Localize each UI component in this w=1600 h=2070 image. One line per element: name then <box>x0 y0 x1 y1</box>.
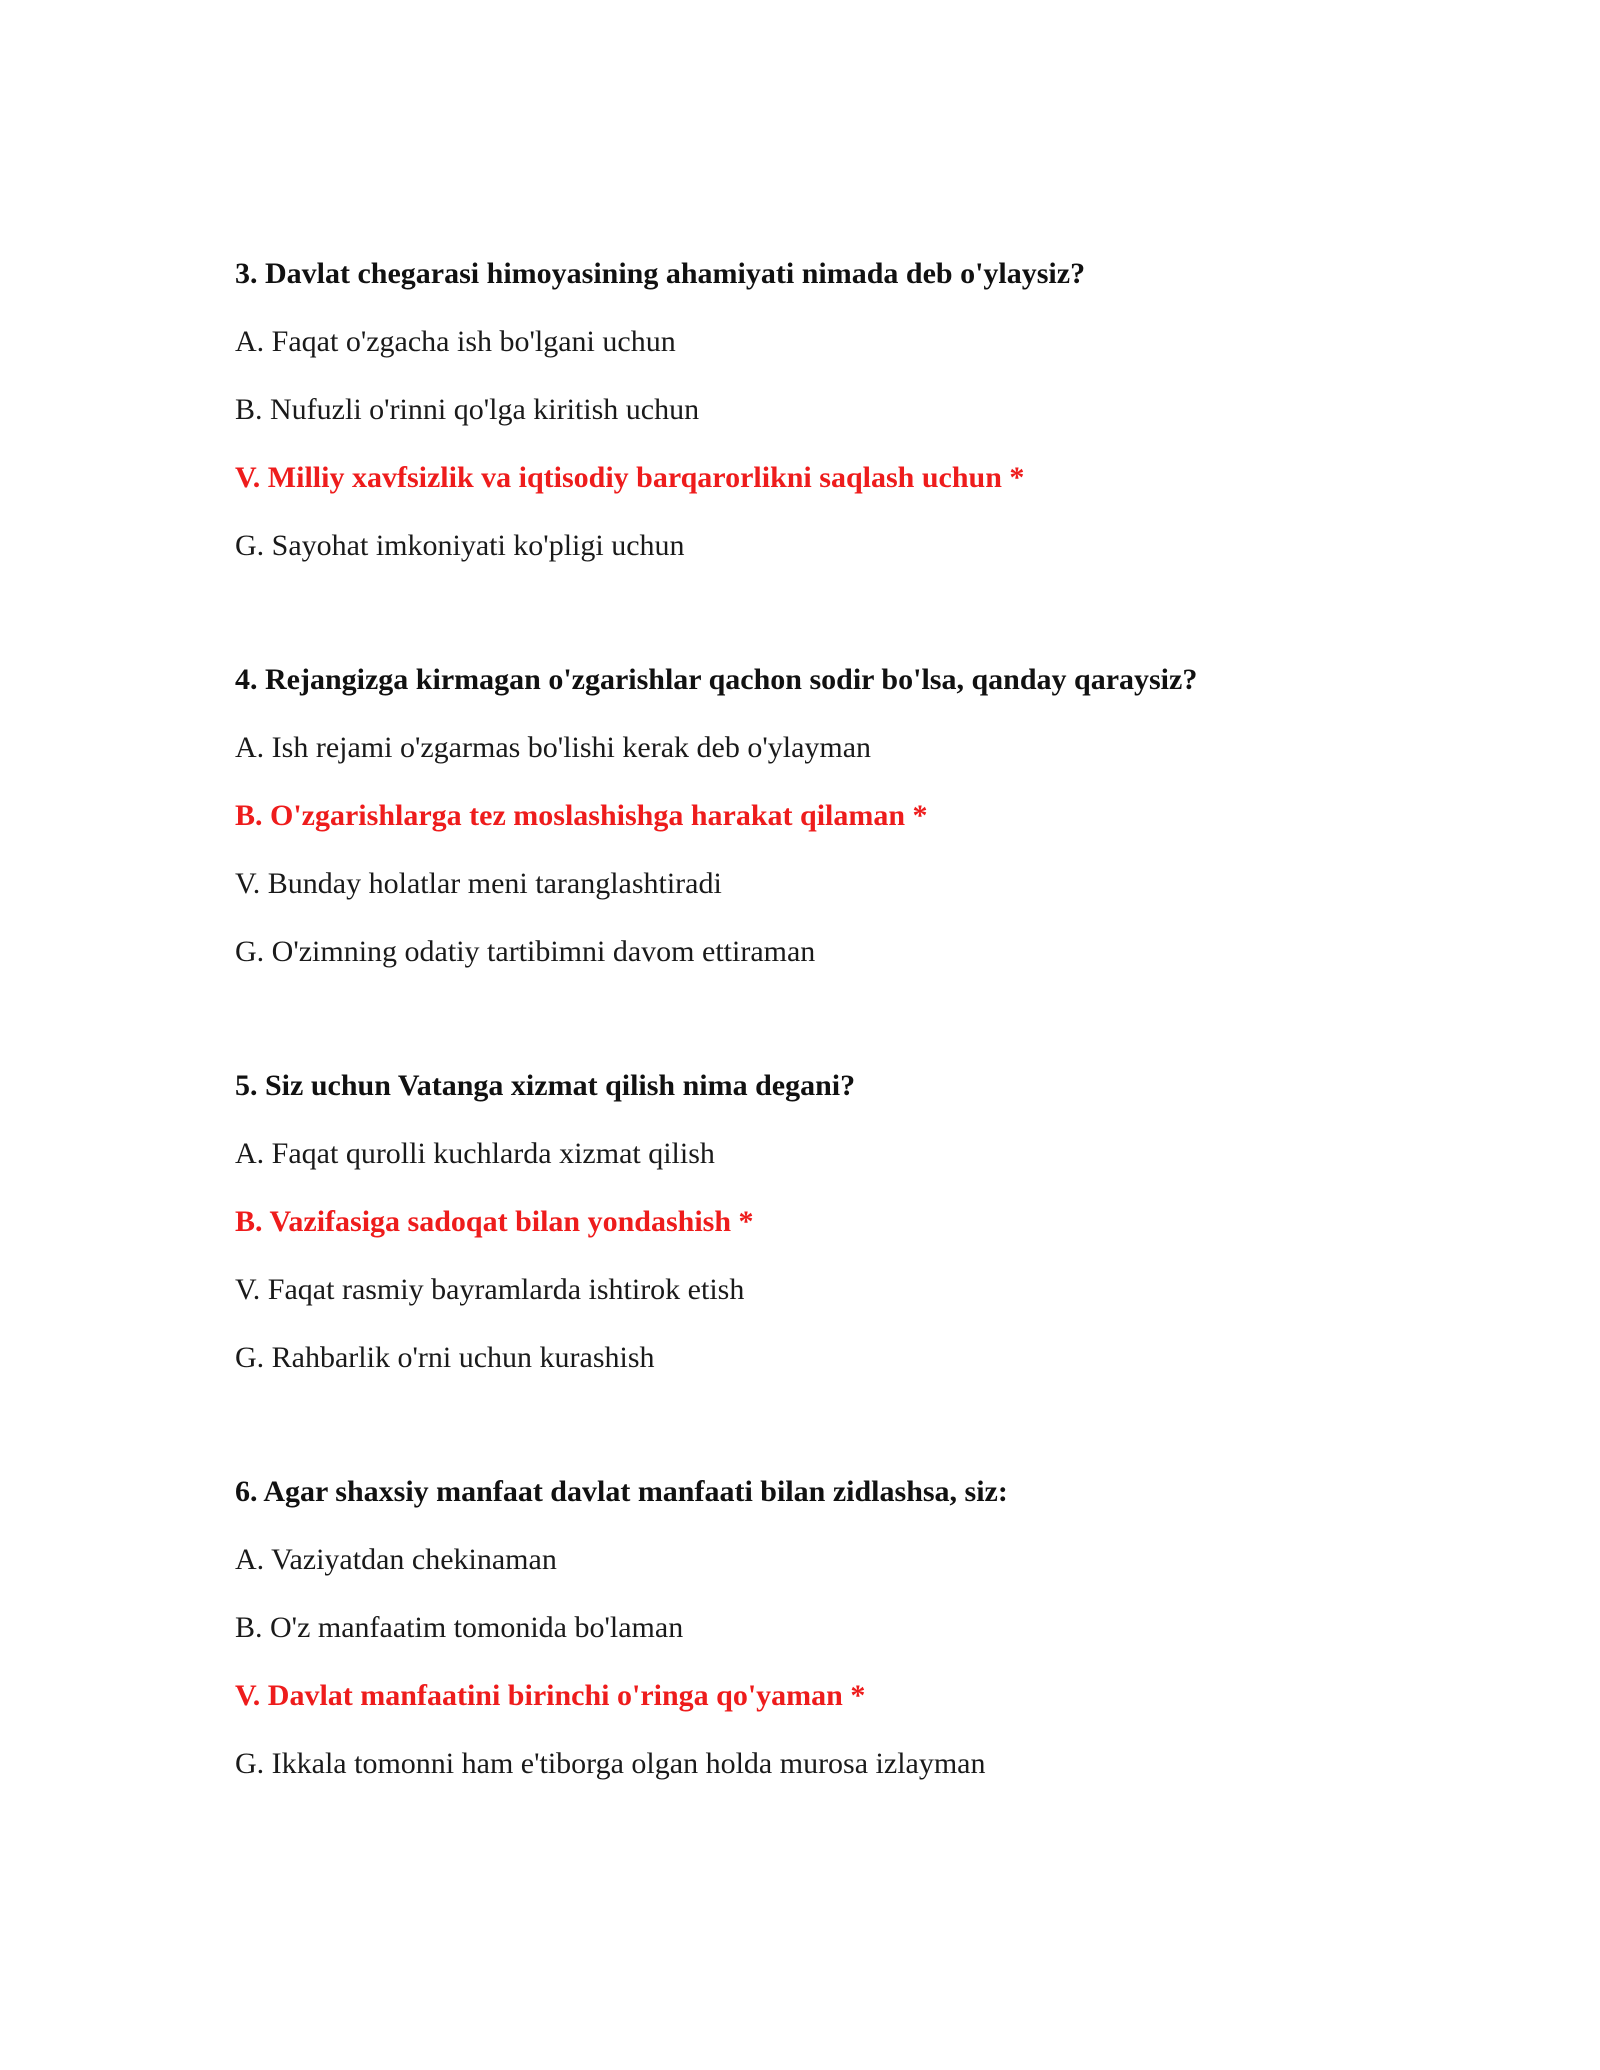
question-4 <box>235 662 1435 1002</box>
option-a: A. Vaziyatdan chekinaman <box>235 1543 557 1576</box>
option-b-correct: B. O'zgarishlarga tez moslashishga harakat qilaman * <box>235 799 928 832</box>
question-text: 5. Siz uchun Vatanga xizmat qilish nima degani? <box>235 1069 856 1102</box>
option-g: G. O'zimning odatiy tartibimni davom ettiraman <box>235 935 816 968</box>
option-v-correct: V. Davlat manfaatini birinchi o'ringa qo'yaman * <box>235 1679 866 1712</box>
option-b: B. Nufuzli o'rinni qo'lga kiritish uchun <box>235 393 700 426</box>
option-g: G. Ikkala tomonni ham e'tiborga olgan holda murosa izlayman <box>235 1747 986 1780</box>
option-v: V. Faqat rasmiy bayramlarda ishtirok etish <box>235 1273 745 1306</box>
question-6 <box>235 1474 1435 1814</box>
option-b-correct: B. Vazifasiga sadoqat bilan yondashish * <box>235 1205 754 1238</box>
option-v-correct: V. Milliy xavfsizlik va iqtisodiy barqarorlikni saqlash uchun * <box>235 461 1025 494</box>
option-g: G. Sayohat imkoniyati ko'pligi uchun <box>235 529 685 562</box>
question-5 <box>235 1068 1435 1408</box>
option-v: V. Bunday holatlar meni taranglashtiradi <box>235 867 722 900</box>
question-text: 3. Davlat chegarasi himoyasining ahamiyati nimada deb o'ylaysiz? <box>235 257 1086 290</box>
question-text: 4. Rejangizga kirmagan o'zgarishlar qachon sodir bo'lsa, qanday qaraysiz? <box>235 663 1198 696</box>
option-g: G. Rahbarlik o'rni uchun kurashish <box>235 1341 655 1374</box>
option-a: A. Faqat o'zgacha ish bo'lgani uchun <box>235 325 676 358</box>
option-a: A. Faqat qurolli kuchlarda xizmat qilish <box>235 1137 715 1170</box>
option-a: A. Ish rejami o'zgarmas bo'lishi kerak deb o'ylayman <box>235 731 872 764</box>
question-text: 6. Agar shaxsiy manfaat davlat manfaati bilan zidlashsa, siz: <box>235 1475 1008 1508</box>
option-b: B. O'z manfaatim tomonida bo'laman <box>235 1611 684 1644</box>
question-3 <box>235 256 1435 596</box>
